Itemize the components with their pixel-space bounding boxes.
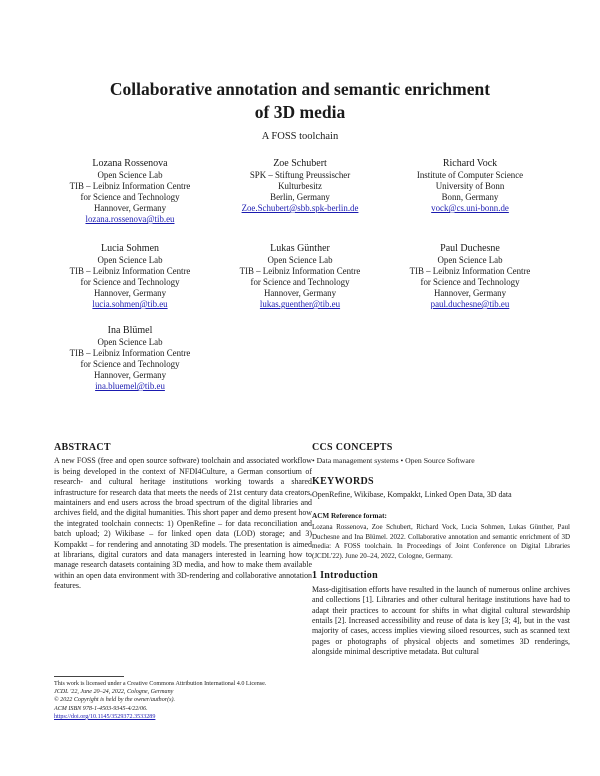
title-line-1: Collaborative annotation and semantic enrichment xyxy=(109,79,491,99)
author-affiliation: SPK – Stiftung Preussischer xyxy=(249,170,351,180)
acm-reference-text: Lozana Rossenova, Zoe Schubert, Richard Vock, Lucia Sohmen, Lukas Günther, Paul Duchesne and Ina Blümel. 2022. Collaborative annotation and semantic enrichment of 3D media: A FOSS toolchain. In Proceedings of Joint Conference on Digital Libraries (JCDL'22). June 20–24, 2022, Cologne, Germany. xyxy=(312,523,570,560)
abstract-text: A new FOSS (free and open source software) toolchain and associated workflow is being developed in the context of NFDI4Culture, a German consortium of research- and cultural heritage institutions working towards a shared infrastructure for research data that meets the needs of 21st century data creators, maintainers and end users across the broad spectrum of the digital libraries and archives field, and the digital humanities. This short paper and demo present how the integrated toolchain connects: 1) OpenRefine – for data reconciliation and batch upload; 2) Wikibase – for linked open data (LOD) storage; and 3) Kompakkt – for rendering and annotating 3D models. The presentation is aimed at librarians, digital curators and data managers interested in learning how to manage research datasets containing 3D media, and how to make them available within an open data environment with 3D-rendering and collaborative annotation features. xyxy=(54,456,312,591)
author-block xyxy=(210,158,390,214)
right-column xyxy=(312,443,570,658)
author-email-link[interactable]: ina.bluemel@tib.eu xyxy=(95,381,165,391)
author-email-link[interactable]: lukas.guenther@tib.eu xyxy=(259,299,341,309)
author-affiliation: Open Science Lab xyxy=(437,255,503,265)
author-affiliation: Open Science Lab xyxy=(267,255,333,265)
author-location: Hannover, Germany xyxy=(93,203,167,213)
author-block xyxy=(380,158,560,214)
paper-subtitle: A FOSS toolchain xyxy=(261,131,339,142)
introduction-heading: 1 Introduction xyxy=(312,570,378,582)
keywords-text: OpenRefine, Wikibase, Kompakkt, Linked Open Data, 3D data xyxy=(312,490,512,500)
author-affiliation: University of Bonn xyxy=(435,181,505,191)
author-location: Hannover, Germany xyxy=(93,370,167,380)
author-email-link[interactable]: paul.duchesne@tib.eu xyxy=(430,299,510,309)
author-affiliation: Open Science Lab xyxy=(97,170,163,180)
author-email-link[interactable]: Zoe.Schubert@sbb.spk-berlin.de xyxy=(241,203,359,213)
author-name: Lucia Sohmen xyxy=(100,243,160,254)
author-block xyxy=(210,243,390,310)
author-location: Hannover, Germany xyxy=(93,288,167,298)
author-block xyxy=(40,243,220,310)
author-location: Hannover, Germany xyxy=(263,288,337,298)
author-block xyxy=(380,243,560,310)
abstract-heading: ABSTRACT xyxy=(54,442,111,453)
author-affiliation: TIB – Leibniz Information Centre xyxy=(239,266,361,276)
author-affiliation: for Science and Technology xyxy=(250,277,350,287)
author-location: Bonn, Germany xyxy=(441,192,499,202)
introduction-text: Mass-digitisation efforts have resulted in the launch of numerous online archives and collections [1]. Libraries and other cultural heritage institutions have had to adapt their practices to account for shifts in what digital cultural stewardship entails [2]. Increased accessibility and reuse of data is key [3; 4], but in the vast majority of cases, access implies viewing siloed resources, such as scanned text pages or photographs of physical objects and sometimes 3D renderings, alongside minimal descriptive metadata. But cultural xyxy=(312,584,570,657)
author-affiliation: for Science and Technology xyxy=(80,277,180,287)
footnote-divider xyxy=(54,676,124,677)
acm-reference-heading: ACM Reference format: xyxy=(312,511,387,520)
author-name: Lozana Rossenova xyxy=(92,158,168,169)
author-block xyxy=(40,158,220,225)
author-affiliation: TIB – Leibniz Information Centre xyxy=(69,266,191,276)
doi-link[interactable]: https://doi.org/10.1145/3529372.3533289 xyxy=(54,713,156,720)
author-name: Paul Duchesne xyxy=(440,243,500,254)
license-footnote xyxy=(54,680,314,721)
paper-title xyxy=(40,78,560,124)
author-name: Richard Vock xyxy=(442,158,498,169)
author-affiliation: for Science and Technology xyxy=(420,277,520,287)
ccs-items: • Data management systems • Open Source Software xyxy=(312,456,475,466)
author-name: Lukas Günther xyxy=(270,243,330,254)
author-location: Hannover, Germany xyxy=(433,288,507,298)
author-location: Berlin, Germany xyxy=(270,192,330,202)
title-line-2: of 3D media xyxy=(254,102,346,122)
author-affiliation: TIB – Leibniz Information Centre xyxy=(69,348,191,358)
author-affiliation: for Science and Technology xyxy=(80,359,180,369)
author-affiliation: TIB – Leibniz Information Centre xyxy=(409,266,531,276)
author-email-link[interactable]: lozana.rossenova@tib.eu xyxy=(85,214,175,224)
author-affiliation: Kulturbesitz xyxy=(278,181,322,191)
abstract-section xyxy=(54,443,312,592)
author-name: Ina Blümel xyxy=(107,325,153,336)
author-email-link[interactable]: lucia.sohmen@tib.eu xyxy=(92,299,168,309)
isbn-info: ACM ISBN 978-1-4503-9345-4/22/06. xyxy=(54,705,148,712)
keywords-heading: KEYWORDS xyxy=(312,475,374,487)
author-email-link[interactable]: vock@cs.uni-bonn.de xyxy=(431,203,509,213)
ccs-heading: CCS CONCEPTS xyxy=(312,442,393,453)
author-affiliation: for Science and Technology xyxy=(80,192,180,202)
author-block xyxy=(40,325,220,392)
author-affiliation: Institute of Computer Science xyxy=(416,170,524,180)
copyright-info: © 2022 Copyright is held by the owner/author(s). xyxy=(54,697,176,704)
author-affiliation: TIB – Leibniz Information Centre xyxy=(69,181,191,191)
author-affiliation: Open Science Lab xyxy=(97,337,163,347)
license-statement: This work is licensed under a Creative Commons Attribution International 4.0 License. xyxy=(54,681,267,687)
author-name: Zoe Schubert xyxy=(273,158,327,169)
author-affiliation: Open Science Lab xyxy=(97,255,163,265)
conference-info: JCDL '22, June 20–24, 2022, Cologne, Germany xyxy=(54,689,174,696)
